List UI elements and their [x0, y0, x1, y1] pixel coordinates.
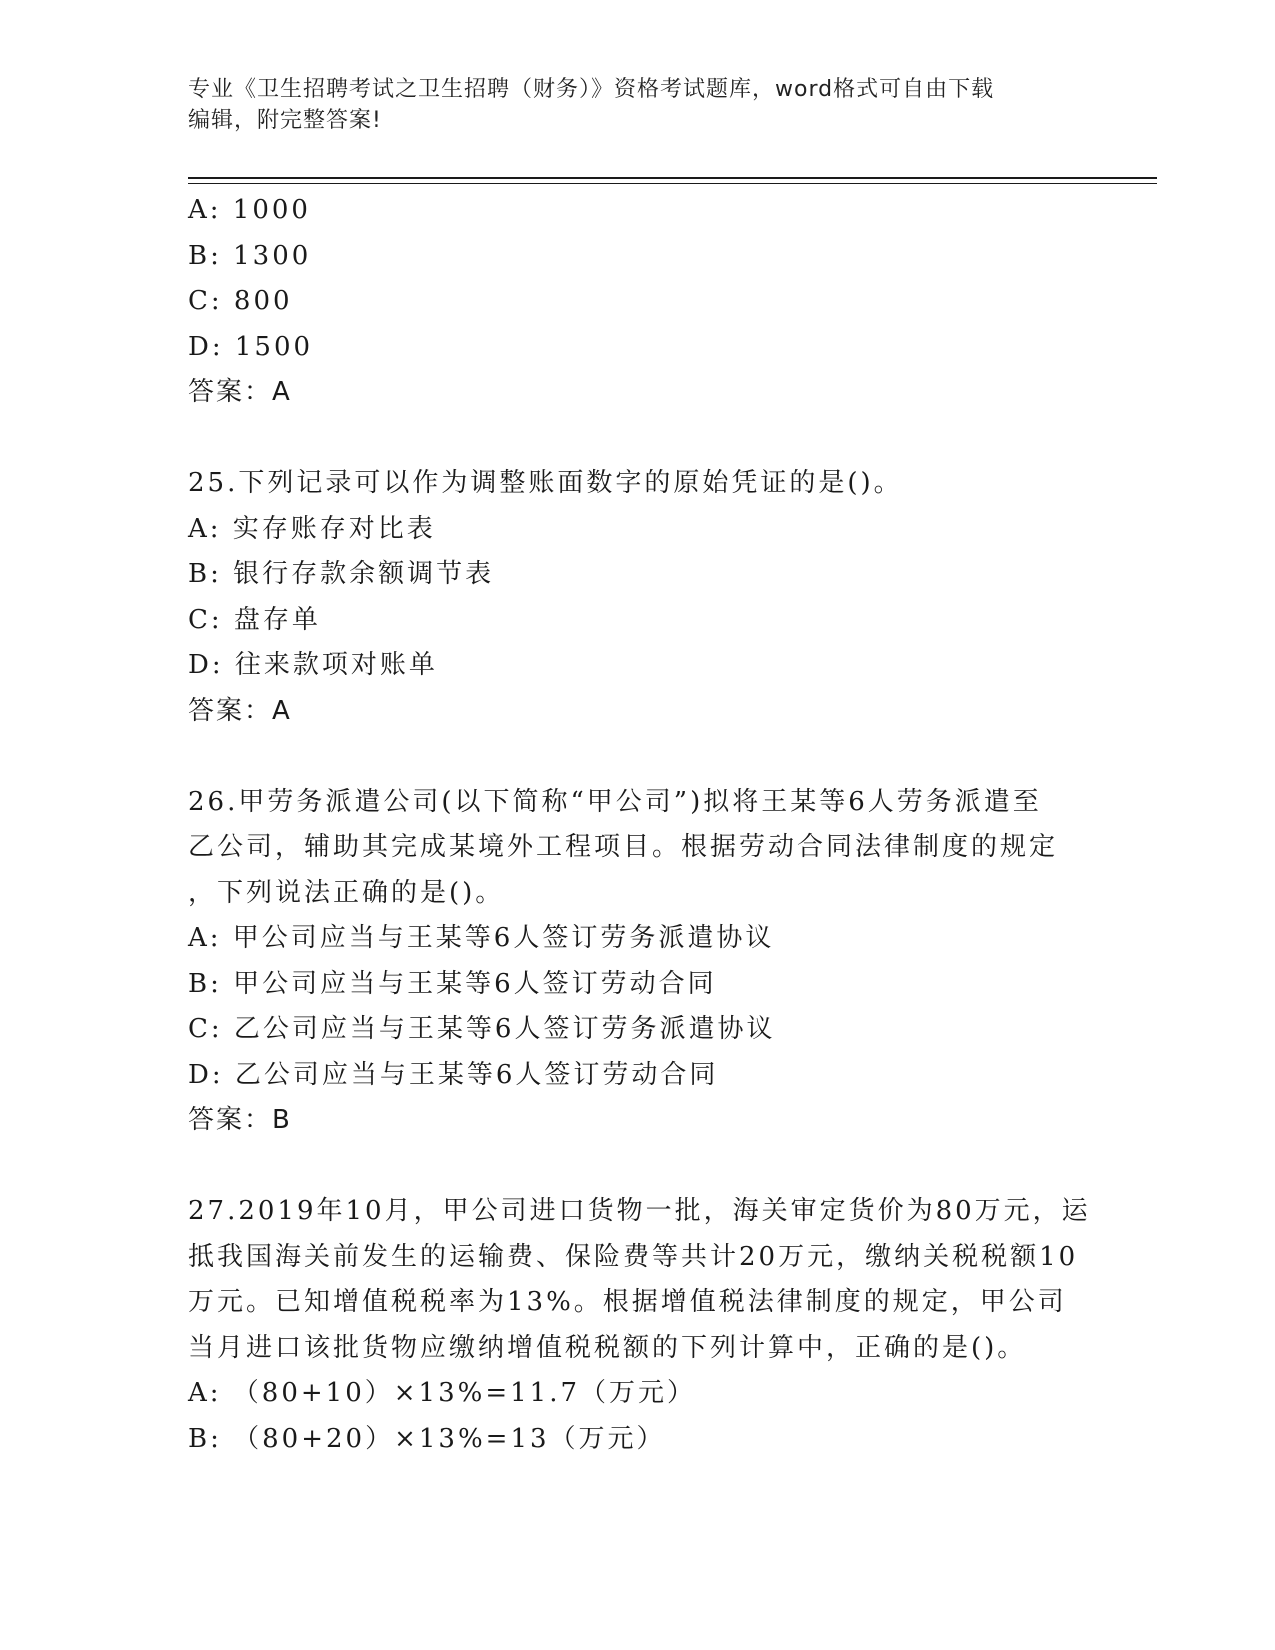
- option-c: C: 乙公司应当与王某等6人签订劳务派遣协议: [188, 1014, 776, 1044]
- question-26: [188, 780, 1088, 1144]
- option-c: C: 800: [188, 286, 293, 316]
- option-b: B: 1300: [188, 240, 312, 271]
- option-b: B: 甲公司应当与王某等6人签订劳动合同: [188, 968, 717, 999]
- option-b: B: 银行存款余额调节表: [188, 559, 495, 589]
- header-line-1: 专业《卫生招聘考试之卫生招聘（财务）》资格考试题库，word格式可自由下载: [188, 77, 995, 102]
- option-a: A: 甲公司应当与王某等6人签订劳务派遣协议: [188, 923, 775, 953]
- question-stem-line-1: 27.2019年10月，甲公司进口货物一批，海关审定货价为80万元，运: [188, 1196, 1091, 1226]
- option-a: A: （80+10）×13%=11.7（万元）: [188, 1378, 697, 1408]
- option-b: B: （80+20）×13%=13（万元）: [188, 1423, 666, 1454]
- option-d: D: 往来款项对账单: [188, 650, 438, 680]
- question-stem-line-4: 当月进口该批货物应缴纳增值税税额的下列计算中，正确的是()。: [188, 1332, 1027, 1363]
- header-divider-thin: [188, 183, 1157, 184]
- document-header: [188, 74, 1068, 136]
- previous-question-block: [188, 188, 1088, 416]
- option-d: D: 乙公司应当与王某等6人签订劳动合同: [188, 1059, 719, 1090]
- answer-line: 答案：A: [188, 377, 292, 407]
- option-a: A: 1000: [188, 195, 311, 225]
- question-stem-line-1: 26.甲劳务派遣公司(以下简称“甲公司”)拟将王某等6人劳务派遣至: [188, 786, 1042, 817]
- question-27: [188, 1189, 1091, 1462]
- header-divider-thick: [188, 177, 1157, 179]
- question-stem: 25.下列记录可以作为调整账面数字的原始凭证的是()。: [188, 468, 903, 498]
- question-stem-line-3: 万元。已知增值税税率为13%。根据增值税法律制度的规定，甲公司: [188, 1287, 1067, 1317]
- question-stem-line-3: ，下列说法正确的是()。: [188, 877, 505, 908]
- question-25: [188, 461, 1088, 734]
- header-line-2: 编辑，附完整答案!: [188, 108, 382, 133]
- answer-line: 答案：A: [188, 695, 292, 726]
- question-content: [188, 188, 1091, 1462]
- question-stem-line-2: 乙公司，辅助其完成某境外工程项目。根据劳动合同法律制度的规定: [188, 832, 1059, 862]
- option-c: C: 盘存单: [188, 604, 321, 635]
- option-a: A: 实存账存对比表: [188, 513, 436, 544]
- answer-line: 答案：B: [188, 1105, 292, 1135]
- question-stem-line-2: 抵我国海关前发生的运输费、保险费等共计20万元，缴纳关税税额10: [188, 1241, 1079, 1272]
- option-d: D: 1500: [188, 331, 314, 362]
